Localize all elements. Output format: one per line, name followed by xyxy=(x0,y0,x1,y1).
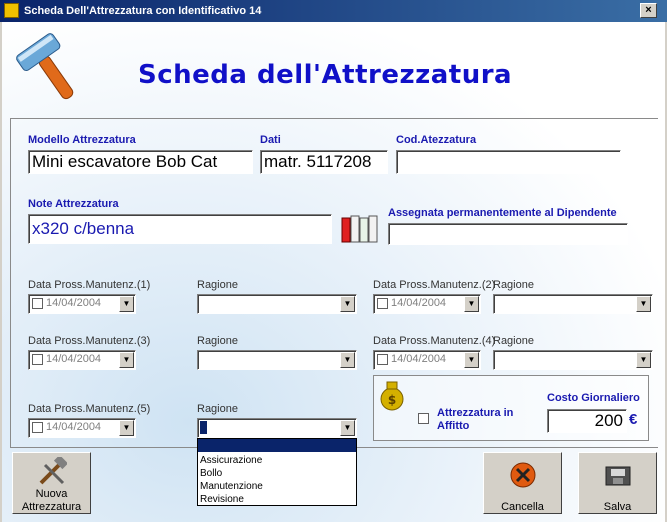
manut-3-reason-select[interactable] xyxy=(197,350,357,370)
affitto-checkbox[interactable] xyxy=(418,413,429,424)
dipendente-label: Assegnata permanentemente al Dipendente xyxy=(388,207,617,219)
manut-5-label: Data Pross.Manutenz.(5) xyxy=(28,403,151,415)
manut-2-checkbox[interactable] xyxy=(377,298,388,309)
cancella-button[interactable]: Cancella xyxy=(483,452,562,514)
chevron-down-icon[interactable]: ▼ xyxy=(119,352,134,368)
chevron-down-icon[interactable]: ▼ xyxy=(340,420,355,436)
dropdown-option[interactable]: Revisione xyxy=(200,494,244,505)
currency-symbol: € xyxy=(629,411,638,428)
app-icon xyxy=(4,3,19,18)
note-label: Note Attrezzatura xyxy=(28,198,119,210)
note-field[interactable]: x320 c/benna xyxy=(28,214,332,244)
dati-field[interactable]: matr. 5117208 xyxy=(260,150,388,174)
manut-4-date[interactable]: 14/04/2004 ▼ xyxy=(373,350,481,370)
manut-3-date[interactable]: 14/04/2004 ▼ xyxy=(28,350,136,370)
chevron-down-icon[interactable]: ▼ xyxy=(464,352,479,368)
chevron-down-icon[interactable]: ▼ xyxy=(636,296,651,312)
chevron-down-icon[interactable]: ▼ xyxy=(119,296,134,312)
manut-1-reason-select[interactable] xyxy=(197,294,357,314)
tools-icon xyxy=(37,457,67,485)
svg-text:$: $ xyxy=(387,393,397,407)
reason-dropdown-list[interactable] xyxy=(197,438,357,506)
manut-5-date[interactable]: 14/04/2004 ▼ xyxy=(28,418,136,438)
affitto-label-line1: Attrezzatura in xyxy=(437,407,514,419)
manut-4-checkbox[interactable] xyxy=(377,354,388,365)
manut-3-label: Data Pross.Manutenz.(3) xyxy=(28,335,151,347)
page-title: Scheda dell'Attrezzatura xyxy=(138,60,513,90)
manut-5-reason-select[interactable] xyxy=(197,418,357,438)
close-button[interactable]: × xyxy=(640,3,657,18)
affitto-label-line2: Affitto xyxy=(437,420,470,432)
chevron-down-icon[interactable]: ▼ xyxy=(464,296,479,312)
modello-label: Modello Attrezzatura xyxy=(28,134,136,146)
modello-field[interactable]: Mini escavatore Bob Cat xyxy=(28,150,253,174)
manut-1-date[interactable]: 14/04/2004 ▼ xyxy=(28,294,136,314)
manut-1-checkbox[interactable] xyxy=(32,298,43,309)
manut-4-reason-select[interactable] xyxy=(493,350,653,370)
hammer-icon xyxy=(8,26,88,106)
money-bag-icon xyxy=(378,378,406,412)
manut-3-reason-label: Ragione xyxy=(197,335,238,347)
window-titlebar xyxy=(0,0,667,22)
manut-5-checkbox[interactable] xyxy=(32,422,43,433)
dropdown-option[interactable]: Manutenzione xyxy=(200,481,263,492)
dropdown-option[interactable]: Bollo xyxy=(200,468,223,479)
manut-2-label: Data Pross.Manutenz.(2) xyxy=(373,279,496,291)
text-cursor xyxy=(200,421,207,434)
chevron-down-icon[interactable]: ▼ xyxy=(119,420,134,436)
dati-label: Dati xyxy=(260,134,281,146)
chevron-down-icon[interactable]: ▼ xyxy=(636,352,651,368)
manut-2-reason-label: Ragione xyxy=(493,279,534,291)
cod-label: Cod.Atezzatura xyxy=(396,134,477,146)
manut-4-reason-label: Ragione xyxy=(493,335,534,347)
employee-list-icon[interactable] xyxy=(340,212,380,246)
chevron-down-icon[interactable]: ▼ xyxy=(340,296,355,312)
manut-1-reason-label: Ragione xyxy=(197,279,238,291)
cancel-icon xyxy=(509,461,537,489)
manut-2-date[interactable]: 14/04/2004 ▼ xyxy=(373,294,481,314)
salva-button[interactable]: Salva xyxy=(578,452,657,514)
manut-5-reason-label: Ragione xyxy=(197,403,238,415)
nuova-attrezzatura-button[interactable]: Nuova Attrezzatura xyxy=(12,452,91,514)
save-icon xyxy=(603,461,633,489)
chevron-down-icon[interactable]: ▼ xyxy=(340,352,355,368)
manut-2-reason-select[interactable] xyxy=(493,294,653,314)
cost-label: Costo Giornaliero xyxy=(547,392,640,404)
cost-field[interactable]: 200 xyxy=(547,409,627,433)
manut-4-label: Data Pross.Manutenz.(4) xyxy=(373,335,496,347)
manut-1-label: Data Pross.Manutenz.(1) xyxy=(28,279,151,291)
manut-3-checkbox[interactable] xyxy=(32,354,43,365)
window-title: Scheda Dell'Attrezzatura con Identificativo 14 xyxy=(24,5,262,17)
dropdown-option-blank[interactable] xyxy=(198,439,356,452)
dropdown-option[interactable]: Assicurazione xyxy=(200,455,263,466)
dipendente-field[interactable] xyxy=(388,223,628,245)
cod-field[interactable] xyxy=(396,150,621,174)
